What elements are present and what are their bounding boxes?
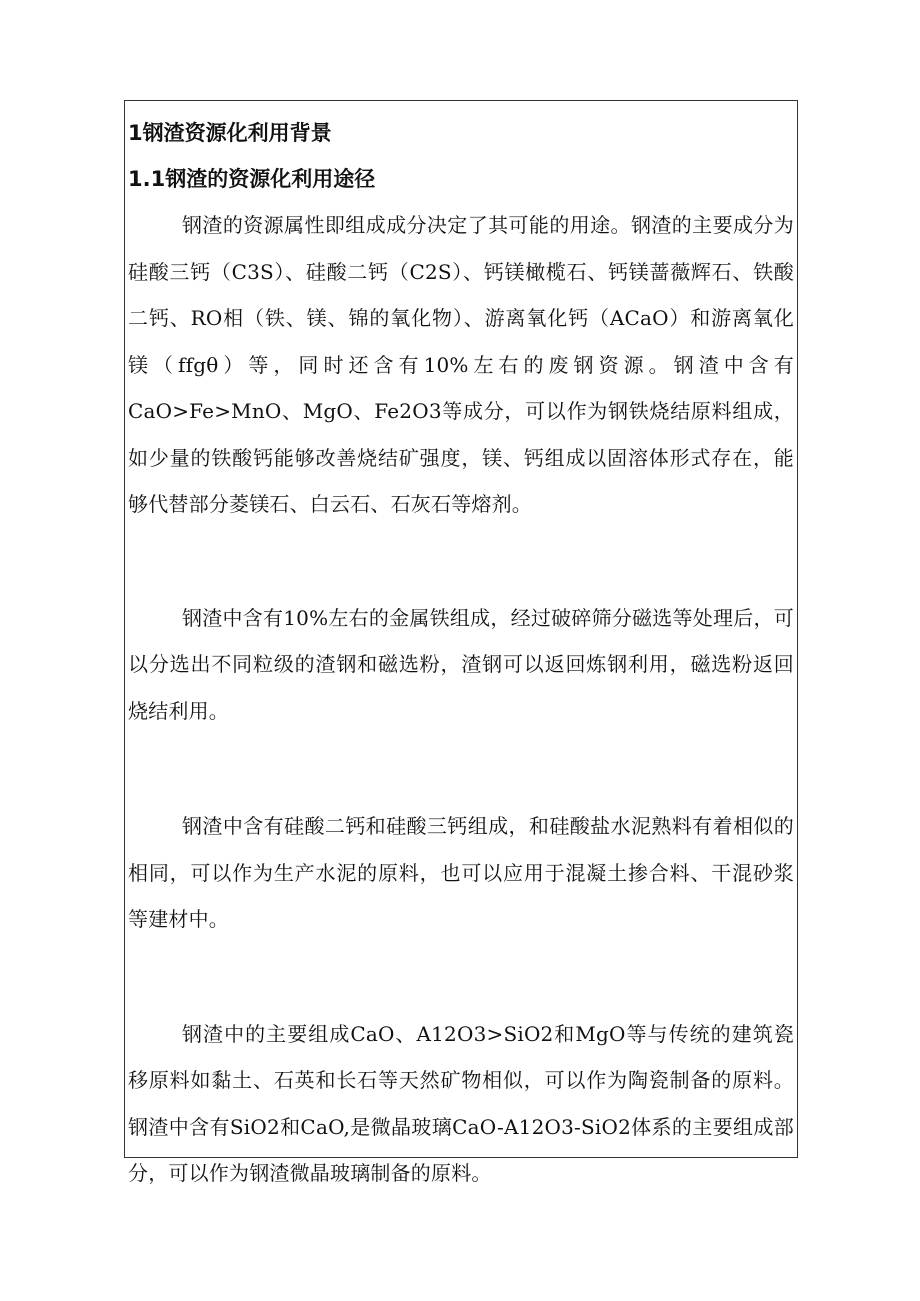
document-content <box>128 110 794 1197</box>
blank-line <box>128 528 794 595</box>
blank-line <box>128 943 794 1011</box>
paragraph-cement: 钢渣中含有硅酸二钙和硅酸三钙组成，和硅酸盐水泥熟料有着相似的相同，可以作为生产水泥的原料，也可以应用于混凝土掺合料、干混砂浆等建材中。 <box>128 814 794 931</box>
section-heading: 1钢渣资源化利用背景 <box>128 121 332 145</box>
paragraph-metal-iron: 钢渣中含有10%左右的金属铁组成，经过破碎筛分磁选等处理后，可以分选出不同粒级的渣钢和磁选粉，渣钢可以返回炼钢利用，磁选粉返回烧结利用。 <box>128 605 794 723</box>
paragraph-ceramics-glass: 钢渣中的主要组成CaO、A12O3>SiO2和MgO等与传统的建筑瓷移原料如黏土、石英和长石等天然矿物相似，可以作为陶瓷制备的原料。钢渣中含有SiO2和CaO,是微晶玻璃CaO-A12O3-SiO2体系的主要组成部分，可以作为钢渣微晶玻璃制备的原料。 <box>128 1021 794 1185</box>
blank-line <box>128 734 794 803</box>
subsection-heading: 1.1钢渣的资源化利用途径 <box>128 167 376 191</box>
paragraph-composition: 钢渣的资源属性即组成成分决定了其可能的用途。钢渣的主要成分为硅酸三钙（C3S）、硅酸二钙（C2S）、钙镁橄榄石、钙镁蔷薇辉石、铁酸二钙、RO相（铁、镁、锦的氧化物）、游离氧化钙（ACaO）和游离氧化镁（ffgθ）等，同时还含有10%左右的废钢资源。钢渣中含有CaO>Fe>MnO、MgO、Fe2O3等成分，可以作为钢铁烧结原料组成，如少量的铁酸钙能够改善烧结矿强度，镁、钙组成以固溶体形式存在，能够代替部分菱镁石、白云石、石灰石等熔剂。 <box>128 213 794 516</box>
